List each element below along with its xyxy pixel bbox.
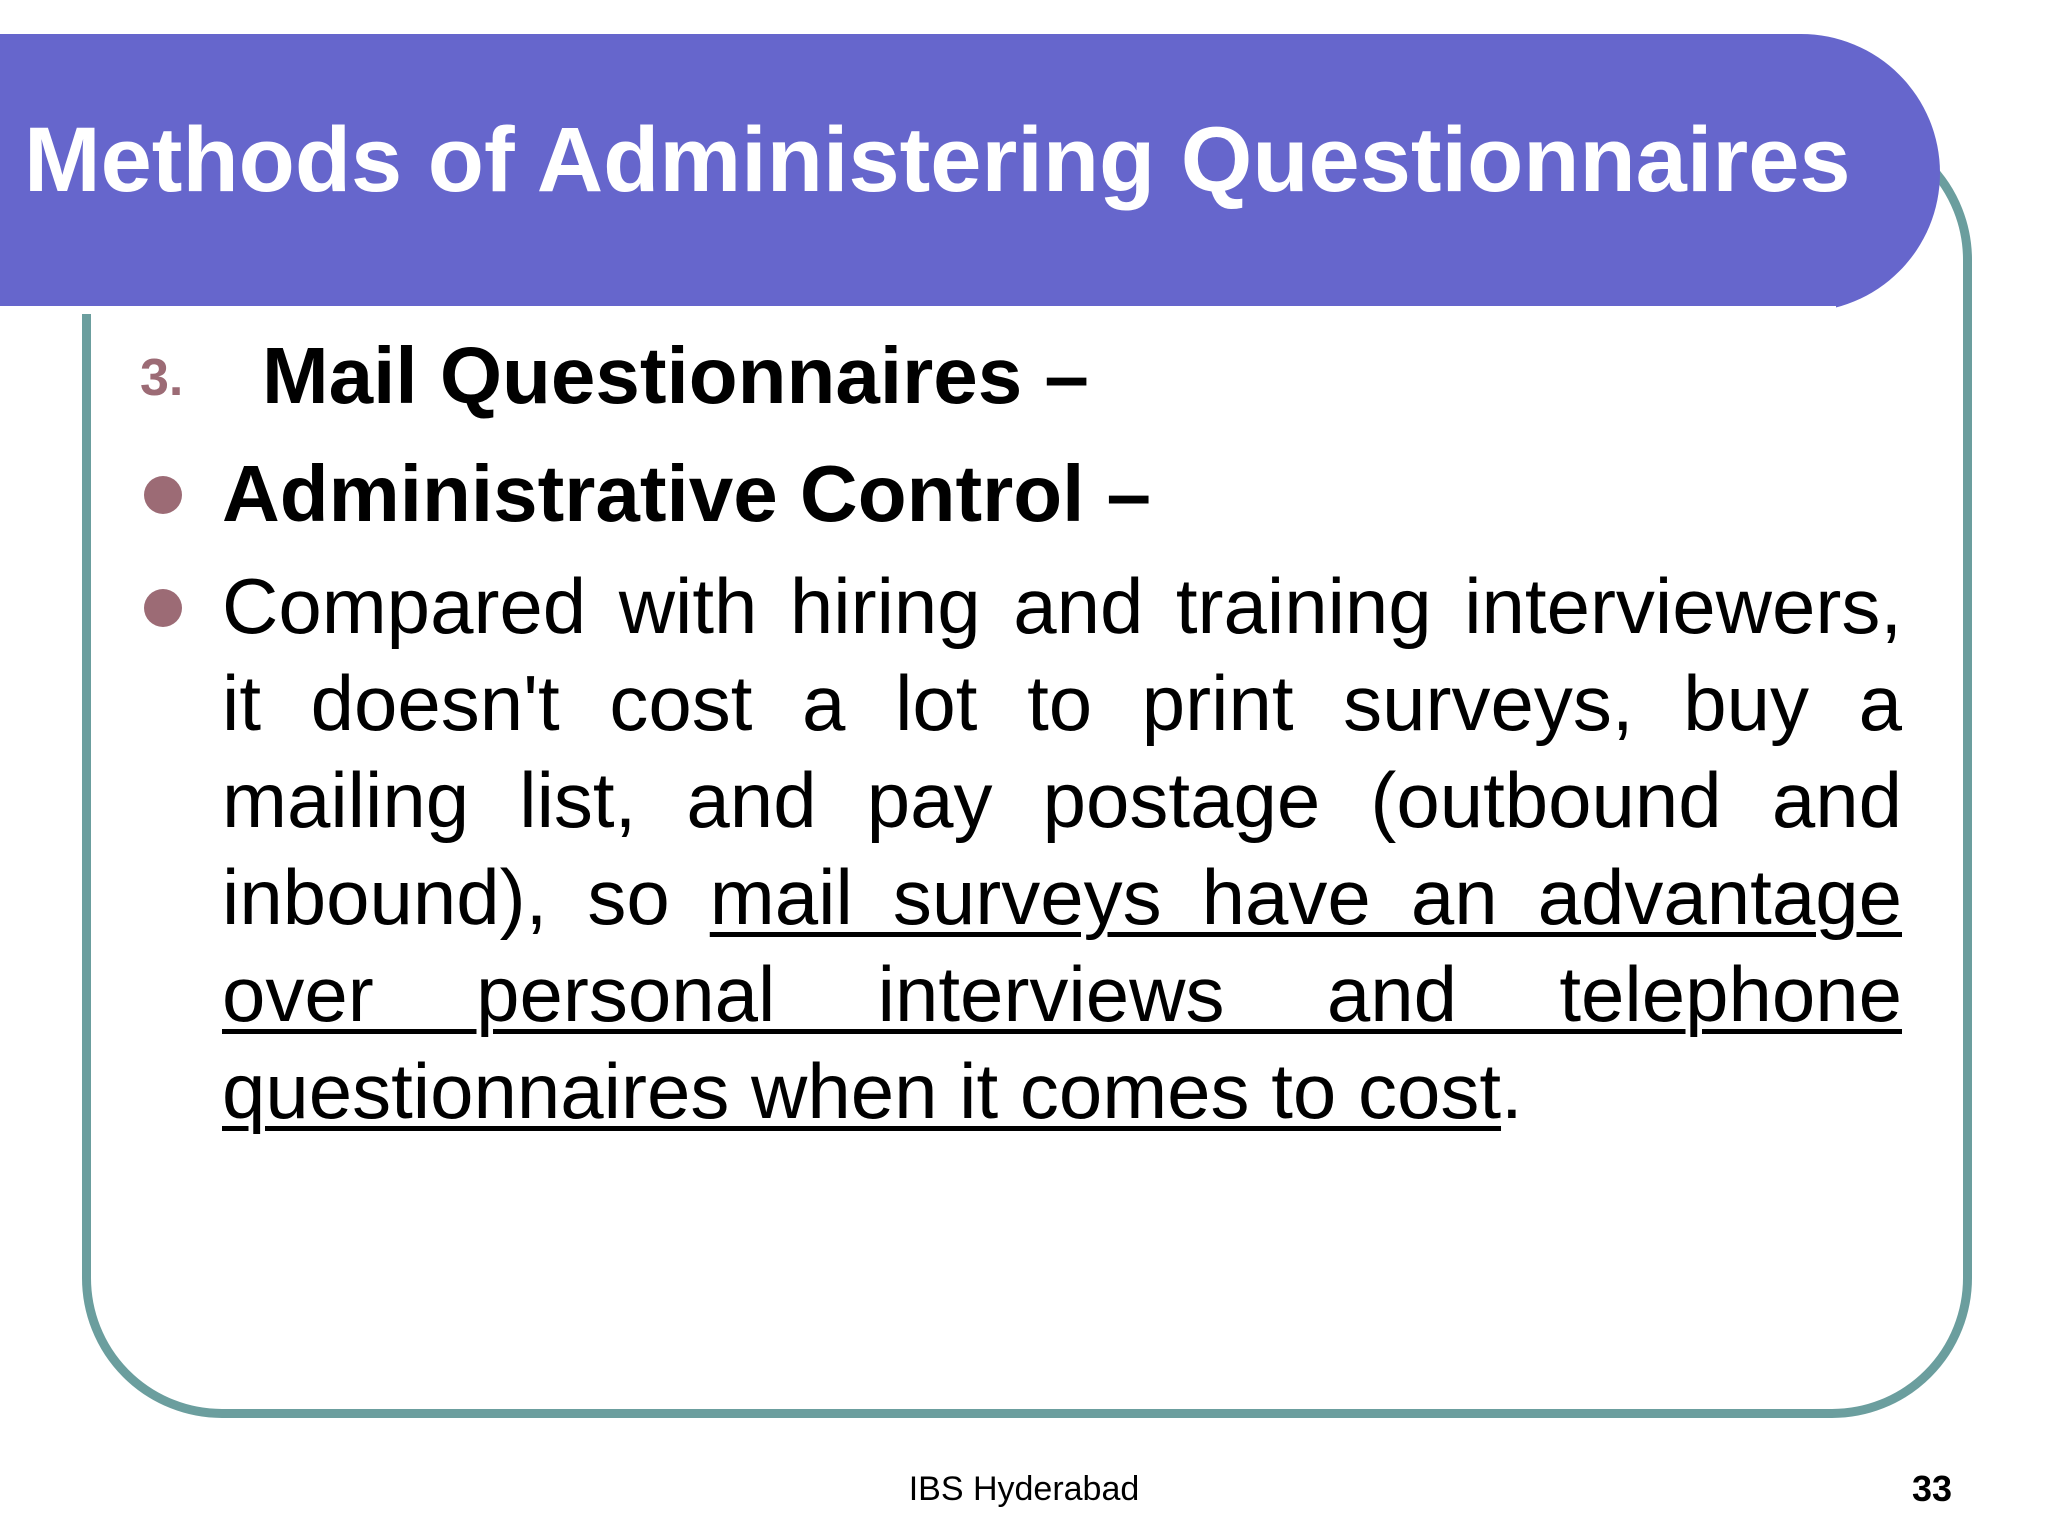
bullet-paragraph (222, 558, 1902, 1140)
slide-title: Methods of Administering Questionnaires (24, 109, 1851, 211)
paragraph-text: Compared with hiring and training interviewers, it doesn't cost a lot to print surveys, buy a mailing list, and pay postage (outbound and inbound), so (222, 562, 1902, 941)
footer-text: IBS Hyderabad (908, 1470, 1140, 1508)
underlined-text: mail surveys have an advantage over personal interviews and telephone questionnaires when it comes to cost (222, 853, 1902, 1135)
item-heading: Mail Questionnaires – (262, 331, 1089, 420)
bullet-heading: Administrative Control – (222, 449, 1152, 538)
numbered-item (140, 320, 1900, 432)
slide-content (140, 320, 1900, 1140)
page-number: 33 (1911, 1468, 1952, 1509)
paragraph-end: . (1501, 1047, 1523, 1135)
bullet-dot-icon (144, 589, 182, 627)
item-number: 3. (140, 349, 184, 407)
bullet-dot-icon (144, 476, 182, 514)
bullet-item (140, 438, 1900, 550)
bullet-item (140, 558, 1900, 1140)
title-underline (0, 306, 1836, 314)
